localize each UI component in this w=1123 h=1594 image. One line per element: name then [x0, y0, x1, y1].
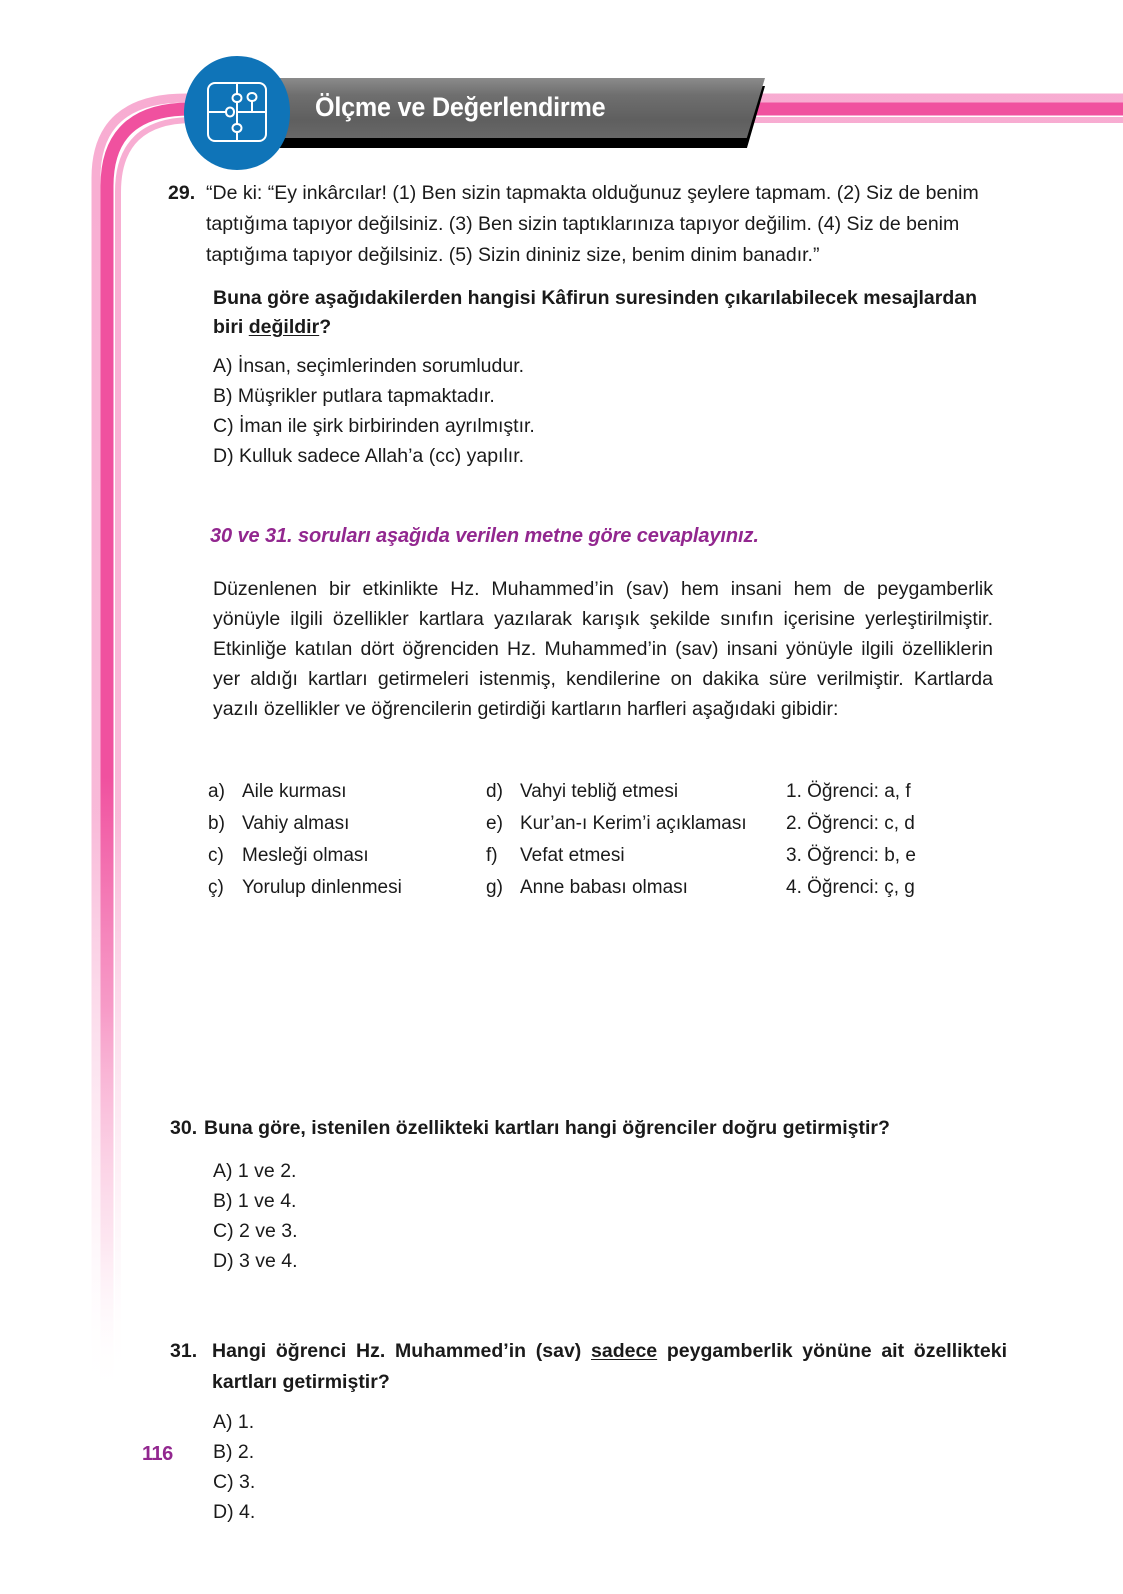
card-item-g	[486, 872, 786, 904]
question-31-stem	[212, 1336, 1007, 1398]
card-text: Yorulup dinlenmesi	[242, 877, 402, 898]
card-label: ç)	[208, 877, 224, 898]
card-item-f	[486, 840, 786, 872]
card-text: Vahyi tebliğ etmesi	[520, 781, 679, 802]
puzzle-icon	[182, 54, 292, 172]
card-row	[208, 872, 1008, 904]
option-c[interactable]: C) 2 ve 3.	[213, 1220, 298, 1242]
card-label: f)	[486, 845, 498, 866]
card-item-d	[486, 776, 786, 808]
option-d[interactable]: D) Kulluk sadece Allah’a (cc) yapılır.	[213, 445, 525, 467]
question-29	[168, 178, 1008, 271]
option-d[interactable]: D) 3 ve 4.	[213, 1250, 298, 1272]
option-c[interactable]: C) İman ile şirk birbirinden ayrılmıştır.	[213, 415, 535, 437]
student-entry-2: 2. Öğrenci: c, d	[786, 813, 915, 834]
card-item-c	[208, 840, 486, 872]
option-b[interactable]: B) 1 ve 4.	[213, 1190, 297, 1212]
question-31-stem-underlined: sadece	[591, 1340, 658, 1362]
question-31-options	[213, 1407, 255, 1527]
card-list-grid	[208, 776, 1008, 904]
question-30-options	[213, 1156, 298, 1276]
card-label: d)	[486, 781, 503, 802]
passage-text: Düzenlenen bir etkinlikte Hz. Muhammed’in (sav) hem insani hem de peygamberlik yönüyle ilgili özellikler kartlara yazılarak karışık şekilde sınıfın içerisine yerleştirilmiştir. Etkinliğe katılan dört öğrenciden Hz. Muhammed’in (sav) insani yönüyle ilgili özelliklerin yer aldığı kartları getirmeleri istenmiş, kendilerine on dakika süre verilmiştir. Kartlarda yazılı özellikler ve öğrencilerin getirdiği kartların harfleri aşağıdaki gibidir:	[213, 578, 993, 720]
question-29-prompt-before: Buna göre aşağıdakilerden hangisi Kâfirun suresinden çıkarılabilecek mesajlardan biri	[213, 287, 978, 338]
student-entry-3: 3. Öğrenci: b, e	[786, 845, 916, 866]
option-a[interactable]: A) 1 ve 2.	[213, 1160, 297, 1182]
question-30	[170, 1113, 1010, 1144]
question-29-prompt-underlined: değildir	[248, 316, 320, 338]
question-31-stem-after: peygamberlik yönüne ait özellikteki kartları getirmiştir?	[212, 1340, 1007, 1393]
card-text: Vahiy alması	[242, 813, 350, 834]
question-31-stem-before: Hangi öğrenci Hz. Muhammed’in (sav)	[212, 1340, 591, 1362]
card-label: b)	[208, 813, 225, 834]
card-text: Mesleği olması	[242, 845, 369, 866]
option-b[interactable]: B) 2.	[213, 1441, 255, 1463]
option-b[interactable]: B) Müşrikler putlara tapmaktadır.	[213, 385, 495, 407]
option-a[interactable]: A) İnsan, seçimlerinden sorumludur.	[213, 355, 525, 377]
card-label: a)	[208, 781, 225, 802]
option-d[interactable]: D) 4.	[213, 1501, 256, 1523]
card-text: Aile kurması	[242, 781, 347, 802]
card-text: Vefat etmesi	[520, 845, 625, 866]
question-29-number: 29.	[168, 182, 196, 204]
header-title: Ölçme ve Değerlendirme	[315, 92, 606, 122]
question-31-number: 31.	[170, 1340, 198, 1362]
question-31	[170, 1336, 1012, 1398]
question-29-stem: “De ki: “Ey inkârcılar! (1) Ben sizin tapmakta olduğunuz şeylere tapmam. (2) Siz de benim taptığıma tapıyor değilsiniz. (3) Ben sizin taptıklarınıza tapıyor değilim. (4) Siz de benim taptığıma tapıyor değilsiniz. (5) Sizin dininiz size, benim dinim banadır.”	[206, 182, 979, 266]
card-row	[208, 840, 1008, 872]
section-directive: 30 ve 31. soruları aşağıda verilen metne göre cevaplayınız.	[210, 525, 759, 547]
card-item-cedilla	[208, 872, 486, 904]
header-band	[245, 78, 765, 140]
card-row	[208, 776, 1008, 808]
card-row	[208, 808, 1008, 840]
question-29-prompt-after: ?	[319, 316, 332, 338]
question-29-prompt	[213, 284, 1003, 342]
option-c[interactable]: C) 3.	[213, 1471, 256, 1493]
student-entry-1: 1. Öğrenci: a, f	[786, 781, 911, 802]
card-label: e)	[486, 813, 503, 834]
card-item-b	[208, 808, 486, 840]
card-item-a	[208, 776, 486, 808]
card-text: Anne babası olması	[520, 877, 688, 898]
question-29-options	[213, 351, 535, 471]
card-label: g)	[486, 877, 503, 898]
student-entry-4: 4. Öğrenci: ç, g	[786, 877, 915, 898]
option-a[interactable]: A) 1.	[213, 1411, 255, 1433]
card-text: Kur’an-ı Kerim’i açıklaması	[520, 813, 747, 834]
page-header	[0, 48, 1123, 178]
question-30-number: 30.	[170, 1117, 198, 1139]
card-label: c)	[208, 845, 224, 866]
page-number: 116	[142, 1443, 173, 1465]
card-item-e	[486, 808, 786, 840]
question-30-stem: Buna göre, istenilen özellikteki kartları hangi öğrenciler doğru getirmiştir?	[204, 1117, 890, 1139]
